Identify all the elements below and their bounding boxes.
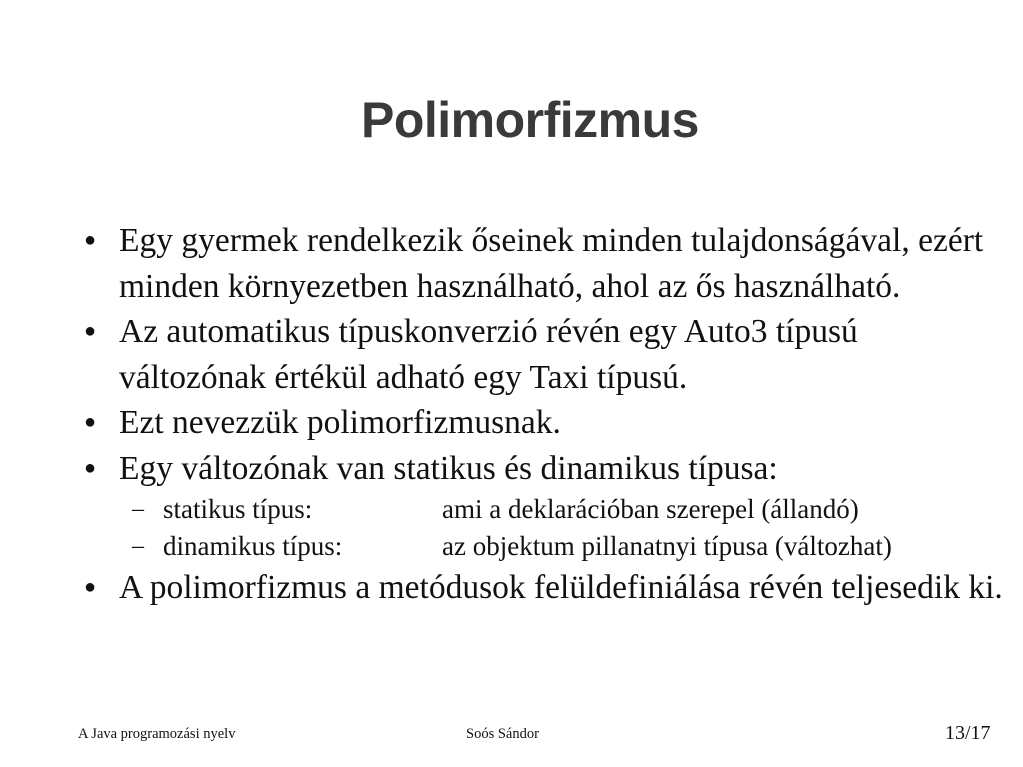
bullet-dot-icon: ●: [84, 456, 97, 479]
sub-list-item: [132, 528, 1023, 565]
bullet-text: Ezt nevezzük polimorfizmusnak.: [119, 404, 561, 441]
bullet-text: Egy változónak van statikus és dinamikus típusa:: [119, 449, 778, 487]
page-number: 13/17: [945, 722, 991, 744]
sub-item-term: statikus típus:: [163, 494, 313, 524]
bullet-item: [84, 218, 1004, 309]
sub-list-item: [132, 491, 1023, 528]
bullet-item: [84, 565, 1004, 611]
sub-item-description: az objektum pillanatnyi típusa (változhat): [442, 531, 892, 561]
sub-item-term: dinamikus típus:: [163, 531, 343, 561]
footer-author: Soós Sándor: [466, 726, 539, 742]
bullet-list: [84, 218, 1004, 611]
bullet-item: [84, 309, 1004, 400]
bullet-item: [84, 400, 1004, 446]
sub-list: [132, 491, 1023, 565]
footer-course-title: A Java programozási nyelv: [78, 726, 236, 742]
sub-list-container: [84, 491, 1004, 565]
dash-icon: –: [132, 533, 144, 559]
bullet-text: Egy gyermek rendelkezik őseinek minden tulajdonságával, ezért minden környezetben használható, ahol az ős használható.: [119, 222, 984, 305]
bullet-dot-icon: ●: [84, 229, 97, 251]
bullet-dot-icon: ●: [84, 320, 97, 342]
sub-item-description: ami a deklarációban szerepel (állandó): [442, 494, 859, 524]
bullet-text: Az automatikus típuskonverzió révén egy Auto3 típusú változónak értékül adható egy Taxi típusú.: [119, 313, 858, 396]
slide-title: Polimorfizmus: [361, 92, 699, 148]
bullet-dot-icon: ●: [84, 411, 97, 433]
dash-icon: –: [132, 496, 144, 522]
bullet-text: A polimorfizmus a metódusok felüldefiniálása révén teljesedik ki.: [119, 569, 1003, 606]
bullet-dot-icon: ●: [84, 576, 97, 598]
bullet-item: [84, 446, 1004, 492]
